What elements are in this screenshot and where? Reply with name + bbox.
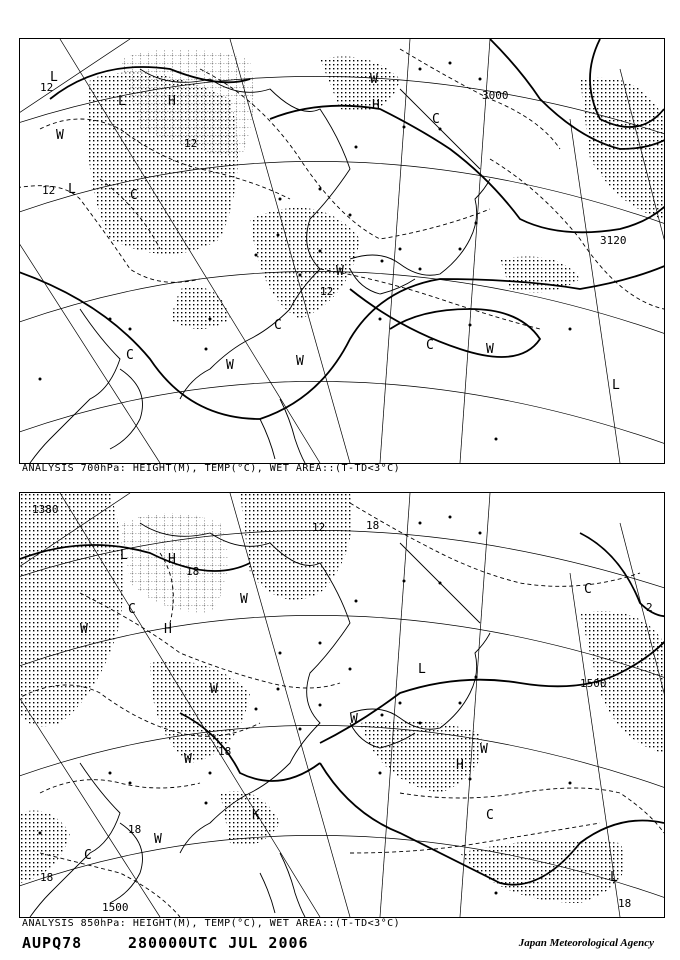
map-panel-700hpa bbox=[19, 38, 665, 464]
temp-label: 12 bbox=[42, 184, 56, 197]
high-center: H bbox=[164, 622, 172, 637]
warm-center: W bbox=[336, 264, 344, 279]
warm-center: W bbox=[80, 622, 88, 637]
map-850hpa-svg bbox=[20, 493, 664, 917]
warm-center: W bbox=[370, 72, 378, 87]
warm-center: W bbox=[296, 354, 304, 369]
height-label-3120: 3120 bbox=[600, 234, 627, 247]
low-center: L bbox=[120, 548, 128, 563]
high-center: H bbox=[456, 758, 464, 773]
temp-label: 12 bbox=[320, 285, 334, 298]
warm-center: W bbox=[240, 592, 248, 607]
low-center: L bbox=[610, 870, 618, 885]
valid-time: 280000UTC JUL 2006 bbox=[128, 934, 309, 952]
warm-center: W bbox=[480, 742, 488, 757]
cold-center: C bbox=[128, 602, 136, 617]
temp-label: 18 bbox=[186, 565, 200, 578]
warm-center: W bbox=[184, 752, 192, 767]
panel-caption-850hpa: ANALYSIS 850hPa: HEIGHT(M), TEMP(°C), WET AREA::(T-TD<3°C) bbox=[22, 918, 401, 929]
cold-center: C bbox=[84, 848, 92, 863]
warm-center: W bbox=[56, 128, 64, 143]
map-panel-850hpa bbox=[19, 492, 665, 918]
low-center: L bbox=[50, 70, 58, 85]
cold-center: C bbox=[126, 348, 134, 363]
cold-center: C bbox=[432, 112, 440, 127]
temp-label: 12 bbox=[312, 521, 326, 534]
cold-center: C bbox=[584, 582, 592, 597]
k-center: K bbox=[252, 808, 260, 823]
high-center: H bbox=[168, 552, 176, 567]
low-center: L bbox=[68, 182, 76, 197]
low-center: L bbox=[612, 378, 620, 393]
wet-area bbox=[20, 493, 664, 903]
height-label-1500: 1500 bbox=[580, 677, 607, 690]
high-center: H bbox=[168, 94, 176, 109]
cold-center: C bbox=[130, 188, 138, 203]
temp-label: 12 bbox=[184, 137, 198, 150]
low-center: L bbox=[418, 662, 426, 677]
cold-center: C bbox=[274, 318, 282, 333]
temp-label: 18 bbox=[128, 823, 142, 836]
chart-code: AUPQ78 bbox=[22, 934, 83, 952]
temp-label: 18 bbox=[40, 871, 54, 884]
height-label-1380: 1380 bbox=[32, 503, 59, 516]
low-center: L bbox=[118, 94, 126, 109]
map-700hpa-svg bbox=[20, 39, 664, 463]
height-label-3000: 3000 bbox=[482, 89, 509, 102]
cold-center: C bbox=[426, 338, 434, 353]
agency-name: Japan Meteorological Agency bbox=[518, 937, 654, 949]
warm-center: W bbox=[486, 342, 494, 357]
cold-center: C bbox=[486, 808, 494, 823]
temp-label: 18 bbox=[218, 745, 232, 758]
temp-label: 12 bbox=[40, 81, 54, 94]
temp-label: 2 bbox=[646, 601, 653, 614]
warm-center: W bbox=[350, 712, 358, 727]
height-label-1500: 1500 bbox=[102, 901, 129, 914]
temp-label: 18 bbox=[366, 519, 380, 532]
panel-caption-700hpa: ANALYSIS 700hPa: HEIGHT(M), TEMP(°C), WET AREA::(T-TD<3°C) bbox=[22, 463, 401, 474]
temp-label: 18 bbox=[618, 897, 632, 910]
warm-center: W bbox=[154, 832, 162, 847]
high-center: H bbox=[372, 98, 380, 113]
warm-center: W bbox=[210, 682, 218, 697]
warm-center: W bbox=[226, 358, 234, 373]
